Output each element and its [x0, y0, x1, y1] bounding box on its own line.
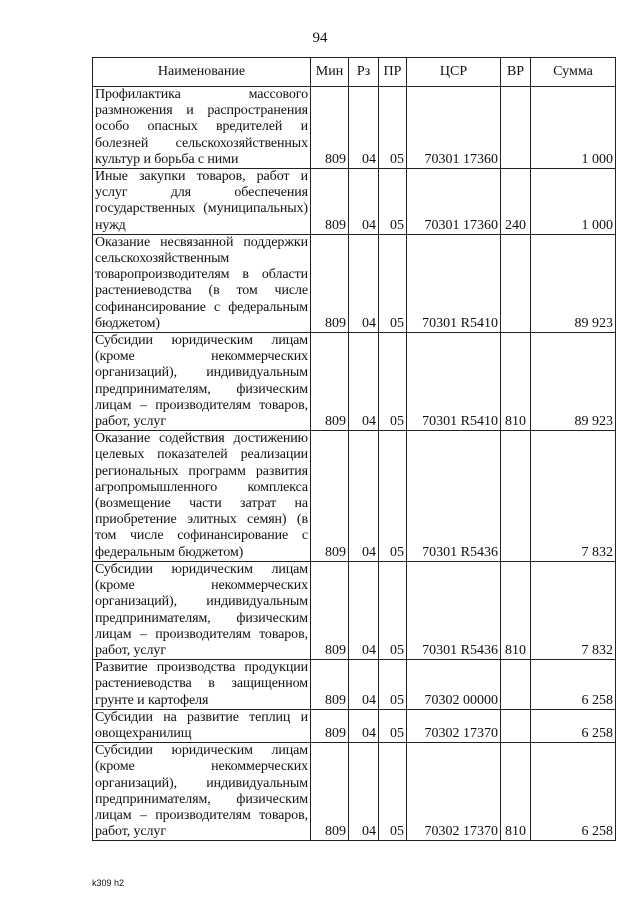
cell-vr — [501, 431, 531, 562]
cell-csr: 70301 R5410 — [407, 333, 501, 431]
footer-code: k309 h2 — [92, 878, 125, 888]
cell-pr: 05 — [379, 561, 407, 659]
cell-vr — [501, 660, 531, 710]
cell-sum: 7 832 — [531, 431, 616, 562]
cell-rz: 04 — [349, 660, 379, 710]
table-row — [93, 743, 616, 841]
cell-vr — [501, 234, 531, 332]
cell-rz: 04 — [349, 709, 379, 742]
cell-csr: 70301 R5436 — [407, 431, 501, 562]
cell-sum: 1 000 — [531, 87, 616, 169]
cell-name: Развитие производства продукции растениеводства в защищенном грунте и картофеля — [93, 660, 311, 710]
cell-name: Субсидии на развитие теплиц и овощехранилищ — [93, 709, 311, 742]
cell-pr: 05 — [379, 333, 407, 431]
table-row — [93, 87, 616, 169]
cell-sum: 6 258 — [531, 660, 616, 710]
cell-min: 809 — [311, 660, 349, 710]
table-row — [93, 660, 616, 710]
cell-min: 809 — [311, 743, 349, 841]
cell-csr: 70301 17360 — [407, 169, 501, 235]
cell-min: 809 — [311, 234, 349, 332]
table-row — [93, 431, 616, 562]
cell-sum: 6 258 — [531, 743, 616, 841]
cell-vr: 810 — [501, 561, 531, 659]
cell-csr: 70302 00000 — [407, 660, 501, 710]
table-header-row — [93, 58, 616, 87]
cell-rz: 04 — [349, 87, 379, 169]
header-sum: Сумма — [531, 58, 616, 87]
cell-rz: 04 — [349, 333, 379, 431]
cell-name: Субсидии юридическим лицам (кроме некоммерческих организаций), индивидуальным предпринимателям, физическим лицам – производителям товаров, работ, услуг — [93, 333, 311, 431]
cell-vr: 240 — [501, 169, 531, 235]
table-row — [93, 169, 616, 235]
cell-vr — [501, 709, 531, 742]
cell-pr: 05 — [379, 709, 407, 742]
cell-min: 809 — [311, 561, 349, 659]
cell-min: 809 — [311, 431, 349, 562]
table-row — [93, 561, 616, 659]
cell-min: 809 — [311, 169, 349, 235]
header-vr: ВР — [501, 58, 531, 87]
cell-rz: 04 — [349, 169, 379, 235]
cell-rz: 04 — [349, 431, 379, 562]
cell-sum: 1 000 — [531, 169, 616, 235]
table-body — [93, 87, 616, 841]
cell-name: Оказание несвязанной поддержки сельскохозяйственным товаропроизводителям в области растениеводства (в том числе софинансирование с федеральным бюджетом) — [93, 234, 311, 332]
cell-csr: 70301 R5410 — [407, 234, 501, 332]
cell-csr: 70302 17370 — [407, 709, 501, 742]
cell-name: Оказание содействия достижению целевых показателей реализации региональных программ развития агропромышленного комплекса (возмещение части затрат на приобретение элитных семян) (в том числе софинансирование с федеральным бюджетом) — [93, 431, 311, 562]
cell-pr: 05 — [379, 743, 407, 841]
cell-csr: 70302 17370 — [407, 743, 501, 841]
header-min: Мин — [311, 58, 349, 87]
table-row — [93, 709, 616, 742]
cell-min: 809 — [311, 333, 349, 431]
cell-sum: 89 923 — [531, 333, 616, 431]
cell-name: Субсидии юридическим лицам (кроме некоммерческих организаций), индивидуальным предпринимателям, физическим лицам – производителям товаров, работ, услуг — [93, 561, 311, 659]
header-name: Наименование — [93, 58, 311, 87]
header-pr: ПР — [379, 58, 407, 87]
header-rz: Рз — [349, 58, 379, 87]
cell-vr — [501, 87, 531, 169]
cell-csr: 70301 17360 — [407, 87, 501, 169]
cell-sum: 6 258 — [531, 709, 616, 742]
cell-name: Профилактика массового размножения и распространения особо опасных вредителей и болезней сельскохозяйственных культур и борьба с ними — [93, 87, 311, 169]
cell-sum: 7 832 — [531, 561, 616, 659]
cell-name: Иные закупки товаров, работ и услуг для обеспечения государственных (муниципальных) нужд — [93, 169, 311, 235]
cell-vr: 810 — [501, 743, 531, 841]
cell-min: 809 — [311, 709, 349, 742]
table-row — [93, 234, 616, 332]
header-csr: ЦСР — [407, 58, 501, 87]
cell-rz: 04 — [349, 743, 379, 841]
table-row — [93, 333, 616, 431]
cell-sum: 89 923 — [531, 234, 616, 332]
cell-pr: 05 — [379, 169, 407, 235]
cell-pr: 05 — [379, 431, 407, 562]
page-number: 94 — [312, 30, 328, 46]
cell-name: Субсидии юридическим лицам (кроме некоммерческих организаций), индивидуальным предпринимателям, физическим лицам – производителям товаров, работ, услуг — [93, 743, 311, 841]
cell-rz: 04 — [349, 234, 379, 332]
cell-min: 809 — [311, 87, 349, 169]
cell-pr: 05 — [379, 234, 407, 332]
cell-pr: 05 — [379, 87, 407, 169]
cell-pr: 05 — [379, 660, 407, 710]
budget-table — [92, 57, 616, 841]
cell-csr: 70301 R5436 — [407, 561, 501, 659]
cell-rz: 04 — [349, 561, 379, 659]
cell-vr: 810 — [501, 333, 531, 431]
